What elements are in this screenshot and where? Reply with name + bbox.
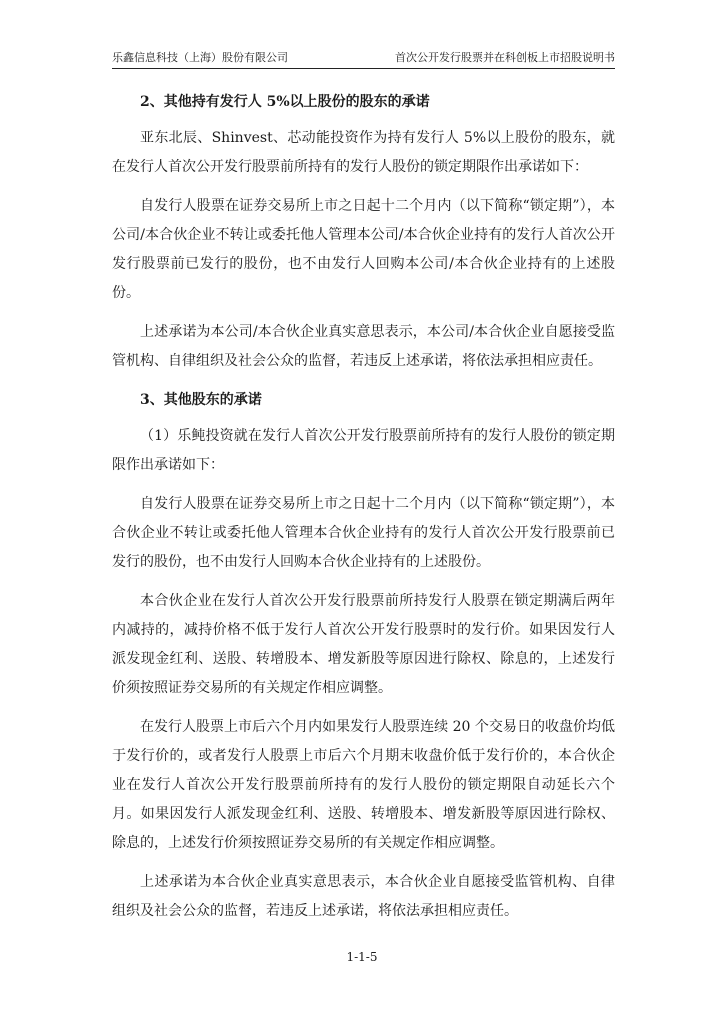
paragraph: （1）乐鲀投资就在发行人首次公开发行股票前所持有的发行人股份的锁定期限作出承诺如下： — [112, 428, 615, 473]
paragraph: 上述承诺为本合伙企业真实意思表示，本合伙企业自愿接受监管机构、自律组织及社会公众的监督，若违反上述承诺，将依法承担相应责任。 — [112, 874, 615, 919]
header-company-name: 乐鑫信息科技（上海）股份有限公司 — [112, 51, 288, 64]
paragraph: 在发行人股票上市后六个月内如果发行人股票连续 20 个交易日的收盘价均低于发行价的，或者发行人股票上市后六个月期末收盘价低于发行价的，本合伙企业在发行人首次公开发行股票前所持有的发行人股份的锁定期限自动延长六个月。如果因发行人派发现金红利、送股、转增股本、增发新股等原因进行除权、除息的，上述发行价须按照证券交易所的有关规定作相应调整。 — [112, 719, 615, 851]
page-header — [112, 48, 615, 68]
paragraph: 本合伙企业在发行人首次公开发行股票前所持发行人股票在锁定期满后两年内减持的，减持价格不低于发行人首次公开发行股票时的发行价。如果因发行人派发现金红利、送股、转增股本、增发新股等原因进行除权、除息的，上述发行价须按照证券交易所的有关规定作相应调整。 — [112, 593, 615, 696]
document-body — [112, 88, 615, 936]
header-divider — [112, 68, 615, 69]
section-heading-other-shareholders: 3、其他股东的承诺 — [140, 392, 262, 408]
paragraph: 自发行人股票在证券交易所上市之日起十二个月内（以下简称“锁定期”），本合伙企业不转让或委托他人管理本合伙企业持有的发行人首次公开发行股票前已发行的股份，也不由发行人回购本合伙企业持有的上述股份。 — [112, 496, 615, 570]
paragraph: 自发行人股票在证券交易所上市之日起十二个月内（以下简称“锁定期”），本公司/本合伙企业不转让或委托他人管理本公司/本合伙企业持有的发行人首次公开发行股票前已发行的股份，也不由发行人回购本公司/本合伙企业持有的上述股份。 — [112, 198, 615, 301]
paragraph: 上述承诺为本公司/本合伙企业真实意思表示，本公司/本合伙企业自愿接受监管机构、自律组织及社会公众的监督，若违反上述承诺，将依法承担相应责任。 — [112, 324, 615, 369]
paragraph: 亚东北辰、Shinvest、芯动能投资作为持有发行人 5%以上股份的股东，就在发行人首次公开发行股票前所持有的发行人股份的锁定期限作出承诺如下： — [112, 130, 615, 175]
page-number: 1-1-5 — [346, 950, 378, 964]
section-heading-major-shareholders: 2、其他持有发行人 5%以上股份的股东的承诺 — [140, 94, 430, 110]
header-document-title: 首次公开发行股票并在科创板上市招股说明书 — [395, 51, 615, 64]
